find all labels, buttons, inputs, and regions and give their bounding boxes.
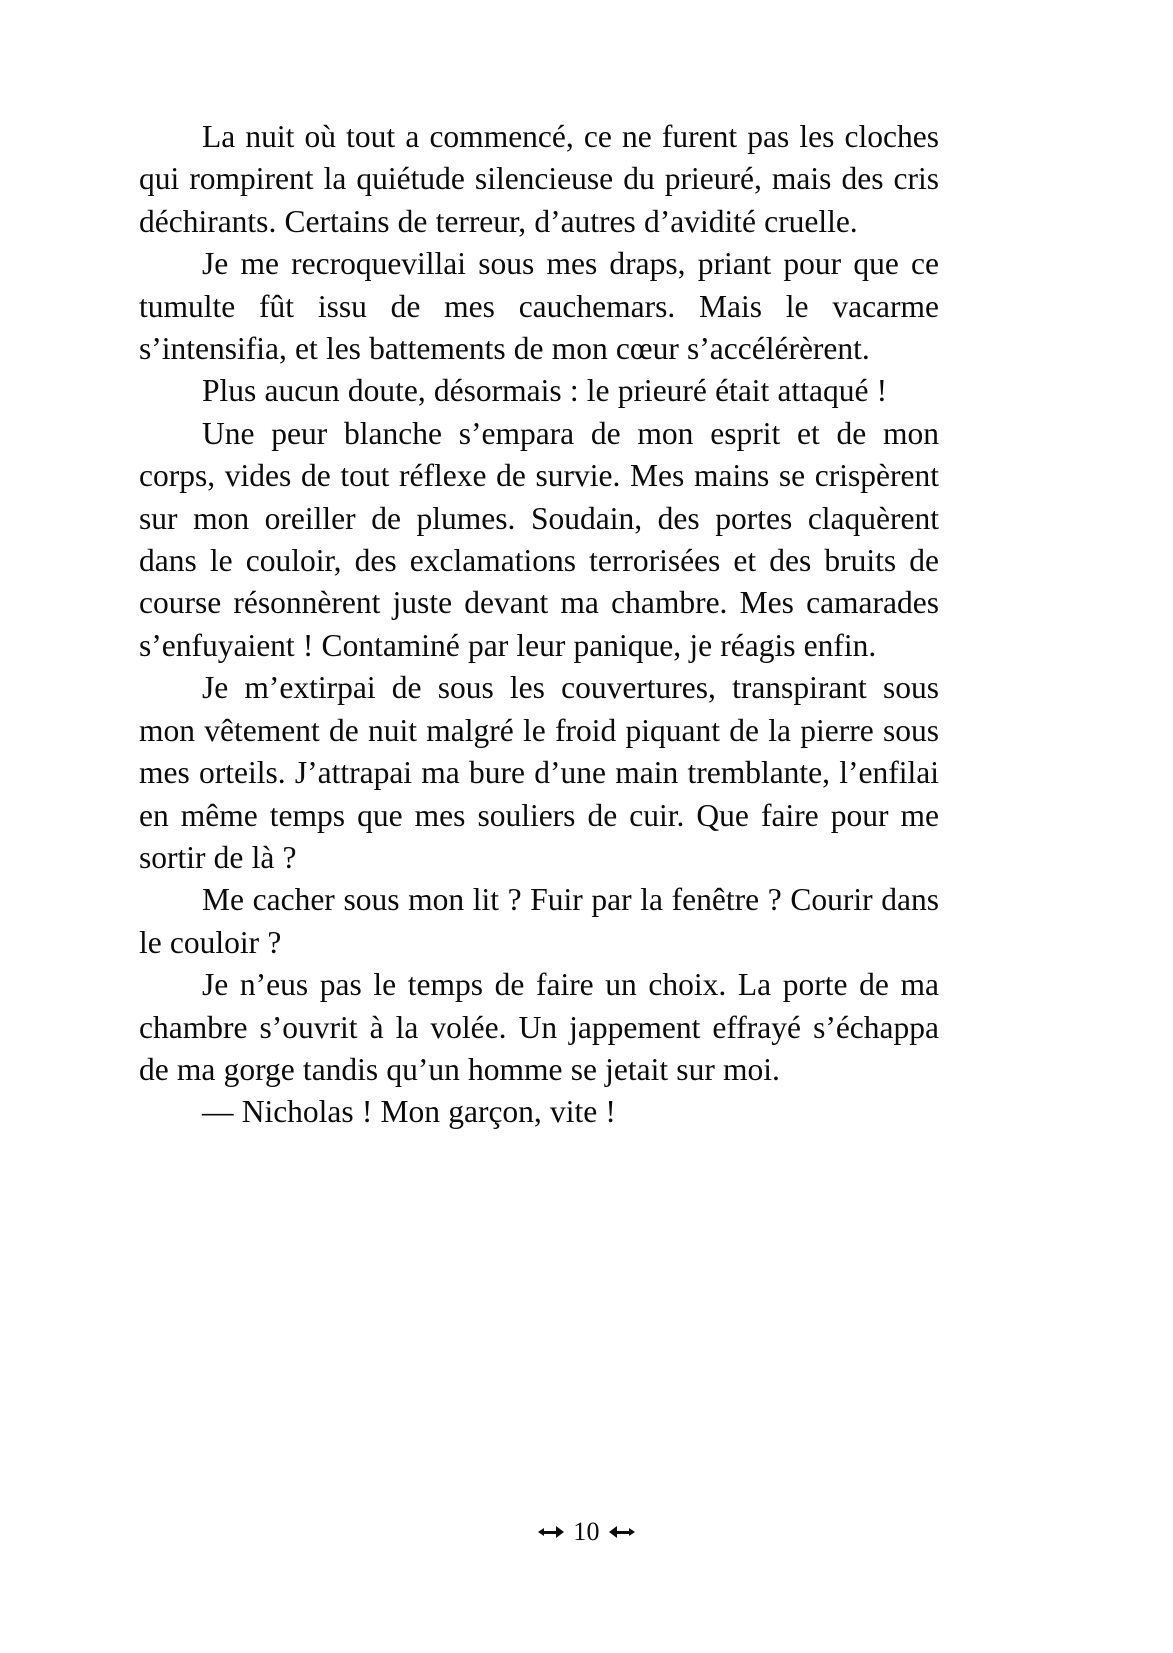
- dart-left-icon: [538, 1526, 564, 1538]
- paragraph: Je m’extirpai de sous les couvertures, transpirant sous mon vêtement de nuit malgré le froid piquant de la pierre sous mes orteils. J’attrapai ma bure d’une main tremblante, l’enfilai en même temps que mes souliers de cuir. Que faire pour me sortir de là ?: [139, 670, 939, 875]
- page-number: 10: [573, 1517, 600, 1546]
- paragraph: La nuit où tout a commencé, ce ne furent pas les cloches qui rompirent la quiétude silencieuse du prieuré, mais des cris déchirants. Certains de terreur, d’autres d’avidité cruelle.: [139, 119, 939, 239]
- paragraph: Plus aucun doute, désormais : le prieuré était attaqué !: [202, 373, 888, 409]
- page-folio: [0, 1519, 1173, 1545]
- paragraph: Me cacher sous mon lit ? Fuir par la fenêtre ? Courir dans le couloir ?: [139, 882, 939, 960]
- paragraph: Je me recroquevillai sous mes draps, priant pour que ce tumulte fût issu de mes cauchemars. Mais le vacarme s’intensifia, et les battements de mon cœur s’accélérèrent.: [139, 246, 939, 367]
- paragraph-dialogue: — Nicholas ! Mon garçon, vite !: [202, 1094, 616, 1130]
- page-body-text: [139, 116, 939, 1134]
- paragraph: Une peur blanche s’empara de mon esprit et de mon corps, vides de tout réflexe de survie. Mes mains se crispèrent sur mon oreiller de plumes. Soudain, des portes claquèrent dans le couloir, des exclamations terrorisées et des bruits de course résonnèrent juste devant ma chambre. Mes camarades s’enfuyaient ! Contaminé par leur panique, je réagis enfin.: [139, 415, 939, 663]
- dart-right-icon: [609, 1526, 635, 1538]
- paragraph: Je n’eus pas le temps de faire un choix. La porte de ma chambre s’ouvrit à la volée. Un jappement effrayé s’échappa de ma gorge tandis qu’un homme se jetait sur moi.: [139, 967, 939, 1087]
